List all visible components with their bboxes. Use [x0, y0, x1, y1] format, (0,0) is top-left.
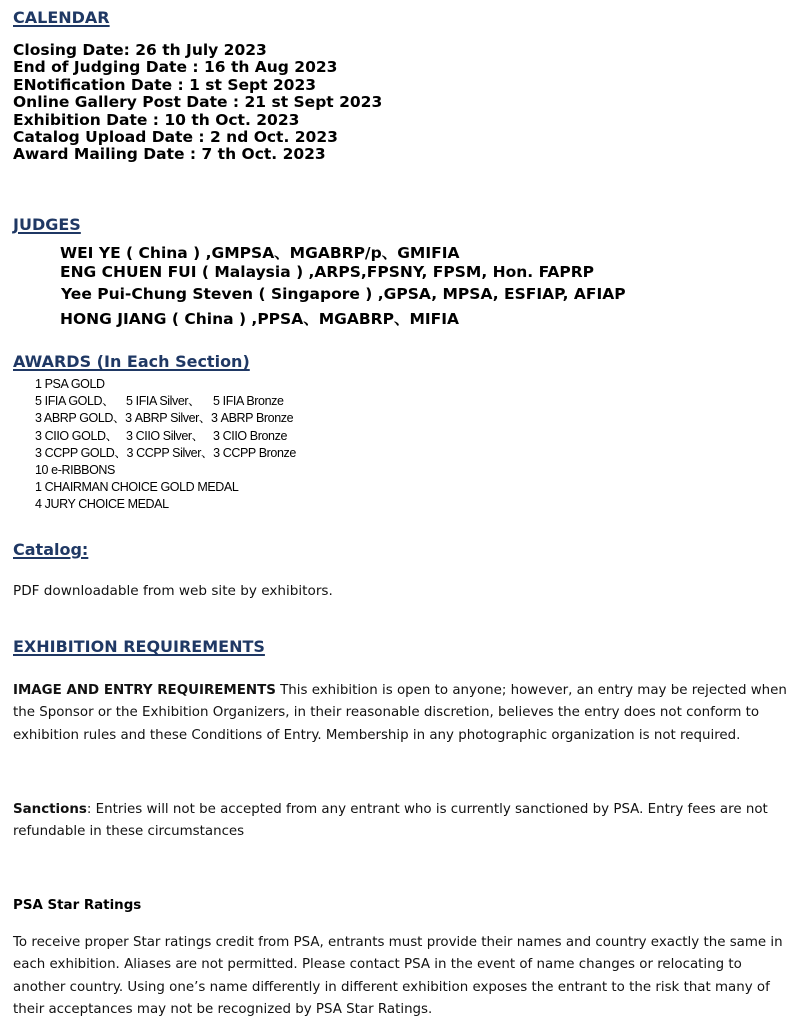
award-row: 4 JURY CHOICE MEDAL	[35, 497, 169, 512]
awards-list	[35, 376, 296, 514]
sanctions-text: : Entries will not be accepted from any entrant who is currently sanctioned by PSA. Entry fees are not refundable in these circumstances	[13, 802, 768, 840]
catalog-heading: Catalog:	[13, 540, 89, 559]
catalog-text: PDF downloadable from web site by exhibitors.	[13, 583, 333, 599]
judge-3: Yee Pui-Chung Steven ( Singapore ) ,GPSA, MPSA, ESFIAP, AFIAP	[61, 285, 626, 303]
judges-heading: JUDGES	[13, 215, 81, 234]
award-row: 1 CHAIRMAN CHOICE GOLD MEDAL	[35, 480, 239, 495]
exhibition-date: Exhibition Date : 10 th Oct. 2023	[13, 110, 300, 129]
image-entry-paragraph	[13, 680, 798, 747]
catalog-upload-date: Catalog Upload Date : 2 nd Oct. 2023	[13, 128, 338, 147]
judging-end-date: End of Judging Date : 16 th Aug 2023	[13, 58, 338, 77]
judge-2: ENG CHUEN FUI ( Malaysia ) ,ARPS,FPSNY, FPSM, Hon. FAPRP	[60, 263, 595, 281]
image-entry-text: This exhibition is open to anyone; however, an entry may be rejected when the Sponsor or the Exhibition Organizers, in their reasonable discretion, believes the entry does not conform to exhibition rules and these Conditions of Entry. Membership in any photographic organization is not required.	[13, 683, 787, 743]
calendar-dates	[13, 42, 382, 164]
award-row: 5 IFIA GOLD、 5 IFIA Silver、 5 IFIA Bronze	[35, 394, 284, 409]
closing-date: Closing Date: 26 th July 2023	[13, 41, 267, 59]
award-row: 3 CIIO GOLD、 3 CIIO Silver、 3 CIIO Bronze	[35, 428, 287, 443]
sanctions-label: Sanctions	[13, 802, 87, 817]
award-row: 10 e-RIBBONS	[35, 463, 115, 478]
gallery-post-date: Online Gallery Post Date : 21 st Sept 2023	[13, 93, 383, 112]
star-ratings-paragraph: To receive proper Star ratings credit from PSA, entrants must provide their names and country exactly the same in each exhibition. Aliases are not permitted. Please contact PSA in the event of name changes or relocating to another country. Using one’s name differently in different exhibition exposes the entrant to the risk that many of their acceptances may not be recognized by PSA Star Ratings.	[13, 935, 783, 1018]
award-mailing-date: Award Mailing Date : 7 th Oct. 2023	[13, 145, 326, 164]
judge-1: WEI YE ( China ) ,GMPSA、MGABRP/p、GMIFIA	[60, 244, 460, 262]
calendar-heading: CALENDAR	[13, 8, 110, 27]
award-row: 1 PSA GOLD	[35, 377, 105, 391]
judge-4: HONG JIANG ( China ) ,PPSA、MGABRP、MIFIA	[60, 310, 459, 328]
image-entry-label: IMAGE AND ENTRY REQUIREMENTS	[13, 683, 276, 698]
awards-heading: AWARDS (In Each Section)	[13, 352, 250, 371]
notification-date: ENotification Date : 1 st Sept 2023	[13, 75, 317, 94]
award-row: 3 CCPP GOLD、3 CCPP Silver、3 CCPP Bronze	[35, 445, 296, 460]
exhibition-requirements-heading: EXHIBITION REQUIREMENTS	[13, 637, 265, 656]
award-row: 3 ABRP GOLD、3 ABRP Silver、3 ABRP Bronze	[35, 411, 294, 426]
sanctions-paragraph	[13, 799, 798, 844]
psa-star-ratings-heading: PSA Star Ratings	[13, 898, 142, 913]
